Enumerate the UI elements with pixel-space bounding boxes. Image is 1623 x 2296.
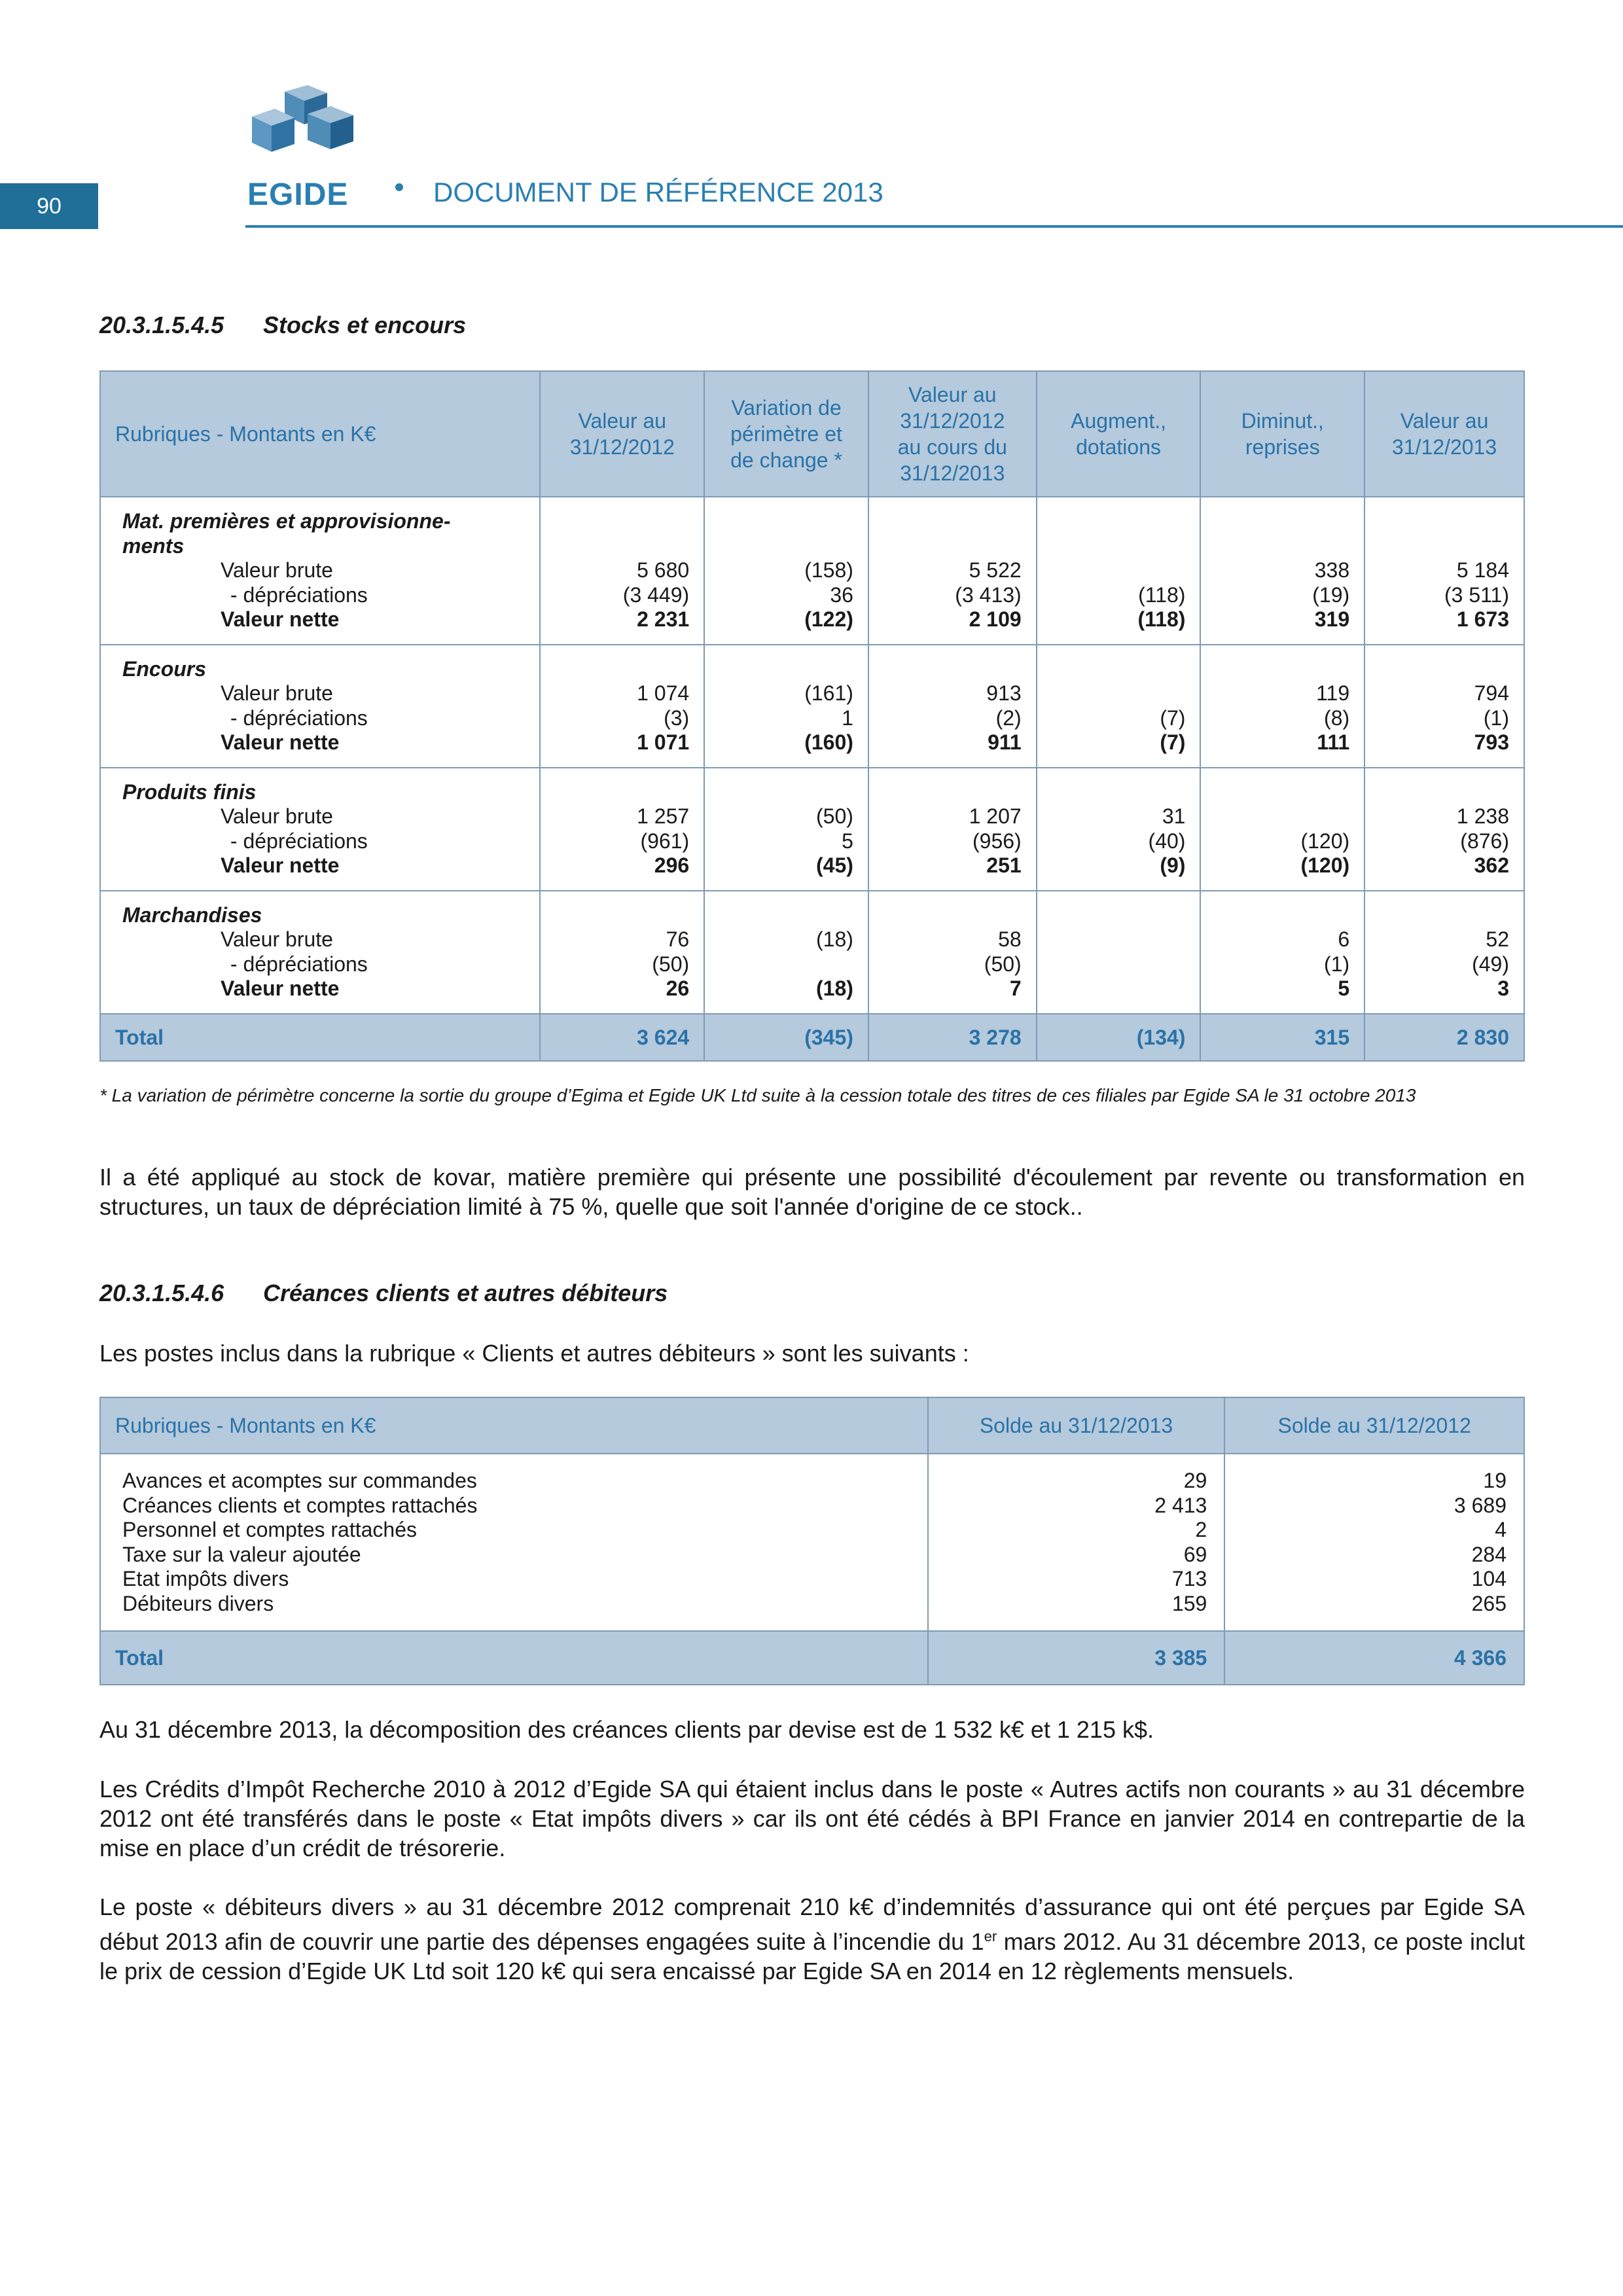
spacer bbox=[541, 509, 689, 534]
value: 159 bbox=[1171, 1591, 1207, 1615]
group-name: Encours bbox=[122, 656, 207, 681]
value bbox=[1201, 804, 1349, 829]
value: 296 bbox=[654, 853, 690, 877]
table-header-row bbox=[100, 371, 1524, 497]
spacer bbox=[1365, 780, 1509, 805]
creances-intro: Les postes inclus dans la rubrique « Clients et autres débiteurs » sont les suivants : bbox=[99, 1340, 969, 1367]
header-line: périmètre et bbox=[730, 422, 842, 446]
value: 5 680 bbox=[637, 558, 690, 582]
spacer bbox=[869, 509, 1022, 534]
value: (3 449) bbox=[622, 583, 690, 607]
row-label: - dépréciations bbox=[224, 583, 368, 607]
value: (161) bbox=[804, 681, 853, 705]
value: 362 bbox=[1474, 853, 1509, 877]
table-header-row bbox=[100, 1397, 1524, 1454]
stock-group-row bbox=[100, 645, 1524, 768]
total-label: Total bbox=[100, 1631, 928, 1685]
creances-table bbox=[99, 1397, 1525, 1685]
value bbox=[705, 952, 853, 977]
header-line: Diminut., bbox=[1241, 409, 1324, 433]
value: (3 511) bbox=[1444, 583, 1509, 607]
section-title: Créances clients et autres débiteurs bbox=[263, 1280, 668, 1306]
value: (3) bbox=[664, 706, 690, 730]
total-value: 3 278 bbox=[868, 1014, 1037, 1061]
superscript: er bbox=[984, 1928, 997, 1945]
stock-group-row bbox=[100, 891, 1524, 1014]
total-value: 2 830 bbox=[1364, 1014, 1524, 1061]
row-labels-cell bbox=[100, 1454, 928, 1631]
value: 1 207 bbox=[969, 804, 1022, 828]
spacer bbox=[869, 534, 1022, 559]
value: 76 bbox=[666, 927, 690, 951]
value: (118) bbox=[1137, 607, 1186, 631]
spacer bbox=[1365, 657, 1509, 682]
value-cell bbox=[704, 768, 868, 891]
column-header: Solde au 31/12/2013 bbox=[928, 1397, 1225, 1454]
value: 1 074 bbox=[637, 681, 690, 705]
value-cell bbox=[1364, 768, 1524, 891]
value: (50) bbox=[816, 804, 853, 828]
value: 338 bbox=[1314, 558, 1350, 582]
header-line: Valeur au bbox=[1400, 409, 1489, 433]
section-number: 20.3.1.5.4.5 bbox=[99, 312, 224, 338]
value-cell bbox=[868, 891, 1037, 1014]
value: 111 bbox=[1317, 730, 1350, 754]
spacer bbox=[1037, 509, 1186, 534]
row-label: Valeur nette bbox=[221, 607, 340, 631]
value-cell bbox=[540, 768, 704, 891]
value-cell bbox=[1037, 768, 1201, 891]
value-cell bbox=[540, 497, 704, 645]
page-number: 90 bbox=[0, 183, 98, 229]
header-line: Variation de bbox=[731, 396, 842, 420]
value-cell bbox=[1200, 645, 1364, 768]
value-cell bbox=[1200, 768, 1364, 891]
spacer bbox=[1201, 534, 1349, 559]
section-number: 20.3.1.5.4.6 bbox=[99, 1280, 224, 1306]
total-value: (134) bbox=[1037, 1014, 1201, 1061]
value: (8) bbox=[1324, 706, 1350, 730]
column-header bbox=[100, 371, 540, 497]
value: (876) bbox=[1460, 829, 1509, 853]
value: 36 bbox=[830, 583, 853, 607]
header-line: 31/12/2012 bbox=[900, 409, 1005, 433]
total-value: 315 bbox=[1200, 1014, 1364, 1061]
value: 119 bbox=[1316, 681, 1350, 705]
value: 5 bbox=[842, 829, 853, 853]
spacer bbox=[869, 903, 1022, 928]
value: (18) bbox=[816, 977, 853, 1000]
paragraph-text: mars 2012. Au 31 décembre 2013, ce poste inclut le prix de cession d’Egide UK Ltd soit 120 k€ qui sera encaissé par Egide SA en 2014 en 12 règlements mensuels. bbox=[99, 1928, 1525, 1984]
value: 1 673 bbox=[1456, 607, 1509, 631]
value-cell bbox=[1364, 497, 1524, 645]
value: 58 bbox=[998, 927, 1022, 951]
spacer bbox=[705, 534, 853, 559]
value-cell bbox=[1200, 497, 1364, 645]
value bbox=[1037, 681, 1186, 706]
row-label: Valeur nette bbox=[221, 977, 340, 1000]
total-row bbox=[100, 1014, 1524, 1061]
value: (18) bbox=[816, 927, 853, 951]
solde-2013-cell bbox=[928, 1454, 1225, 1631]
column-header: Rubriques - Montants en K€ bbox=[100, 1397, 928, 1454]
value: 7 bbox=[1009, 977, 1022, 1000]
value: 6 bbox=[1338, 927, 1350, 951]
value: (49) bbox=[1472, 952, 1509, 976]
spacer bbox=[541, 534, 689, 559]
group-label-cell bbox=[100, 645, 540, 768]
value-cell bbox=[540, 891, 704, 1014]
spacer bbox=[869, 780, 1022, 805]
header-line: dotations bbox=[1076, 435, 1161, 459]
header-line: de change * bbox=[730, 448, 842, 472]
table-row bbox=[100, 1454, 1524, 1631]
solde-2012-cell bbox=[1224, 1454, 1524, 1631]
row-label: Etat impôts divers bbox=[122, 1567, 289, 1590]
logo-wordmark: EGIDE bbox=[247, 177, 349, 212]
total-row bbox=[100, 1631, 1524, 1685]
value-cell bbox=[704, 645, 868, 768]
group-label-cell bbox=[100, 891, 540, 1014]
value: (2) bbox=[995, 706, 1022, 730]
stock-group-row bbox=[100, 497, 1524, 645]
spacer bbox=[1037, 780, 1186, 805]
row-label: Taxe sur la valeur ajoutée bbox=[122, 1542, 361, 1566]
section-heading-creances bbox=[99, 1280, 668, 1307]
value-cell bbox=[540, 645, 704, 768]
header-line: Valeur au bbox=[578, 409, 667, 433]
value: (158) bbox=[804, 558, 853, 582]
value-cell bbox=[1200, 891, 1364, 1014]
value: 713 bbox=[1171, 1567, 1207, 1590]
value: (122) bbox=[804, 607, 853, 631]
header-line: 31/12/2013 bbox=[1391, 435, 1497, 459]
spacer bbox=[1365, 509, 1509, 534]
spacer bbox=[541, 903, 689, 928]
value: 284 bbox=[1471, 1542, 1507, 1566]
column-header bbox=[868, 371, 1037, 497]
value-cell bbox=[868, 497, 1037, 645]
section-heading-stocks bbox=[99, 312, 466, 339]
value: 1 238 bbox=[1456, 804, 1509, 828]
group-name: Produits finis bbox=[122, 780, 257, 804]
value: 3 689 bbox=[1454, 1493, 1507, 1517]
document-title: DOCUMENT DE RÉFÉRENCE 2013 bbox=[433, 177, 883, 207]
value: (1) bbox=[1324, 952, 1350, 976]
header-line: 31/12/2013 bbox=[900, 461, 1005, 485]
column-header bbox=[540, 371, 704, 497]
row-label: Valeur brute bbox=[221, 681, 333, 705]
value: (9) bbox=[1160, 853, 1186, 877]
value bbox=[1037, 977, 1186, 1001]
spacer bbox=[869, 657, 1022, 682]
group-label-cell bbox=[100, 497, 540, 645]
value: 2 bbox=[1195, 1518, 1207, 1541]
value: 19 bbox=[1483, 1469, 1507, 1492]
value bbox=[1037, 558, 1186, 583]
value: (45) bbox=[816, 853, 853, 877]
row-label: Valeur brute bbox=[221, 558, 333, 582]
cir-paragraph: Les Crédits d’Impôt Recherche 2010 à 2012 d’Egide SA qui étaient inclus dans le poste « Autres actifs non courants » au 31 décembre 2012 ont été transférés dans le poste « Etat impôts divers » car ils ont été cédés à BPI France en janvier 2014 en contrepartie de la mise en place d’un crédit de trésorerie. bbox=[99, 1776, 1525, 1861]
value-cell bbox=[868, 645, 1037, 768]
row-label: Valeur brute bbox=[221, 804, 333, 828]
row-label: - dépréciations bbox=[224, 706, 368, 730]
group-name: Marchandises bbox=[122, 903, 262, 927]
value: 69 bbox=[1183, 1542, 1207, 1566]
value: (50) bbox=[984, 952, 1022, 976]
value bbox=[1037, 952, 1186, 977]
value: 913 bbox=[986, 681, 1022, 705]
column-header bbox=[1200, 371, 1364, 497]
devise-paragraph: Au 31 décembre 2013, la décomposition des créances clients par devise est de 1 532 k€ et 1 215 k$. bbox=[99, 1716, 1154, 1743]
value: 5 522 bbox=[969, 558, 1022, 582]
stocks-table bbox=[99, 370, 1525, 1062]
group-name: ments bbox=[122, 533, 185, 558]
value: 5 184 bbox=[1456, 558, 1509, 582]
group-label-cell bbox=[100, 768, 540, 891]
header-rule bbox=[245, 225, 1623, 228]
spacer bbox=[541, 657, 689, 682]
value-cell bbox=[704, 497, 868, 645]
spacer bbox=[705, 657, 853, 682]
column-header: Solde au 31/12/2012 bbox=[1224, 1397, 1524, 1454]
row-label: Personnel et comptes rattachés bbox=[122, 1518, 418, 1541]
spacer bbox=[1037, 534, 1186, 559]
total-value: 3 624 bbox=[540, 1014, 704, 1061]
group-name: Mat. premières et approvisionne- bbox=[122, 509, 451, 533]
value: (3 413) bbox=[955, 583, 1022, 607]
row-label: - dépréciations bbox=[224, 829, 368, 853]
value: (1) bbox=[1483, 706, 1509, 730]
value bbox=[1037, 927, 1186, 952]
spacer bbox=[705, 509, 853, 534]
spacer bbox=[1201, 657, 1349, 682]
row-label: Débiteurs divers bbox=[122, 1591, 274, 1615]
value: 4 bbox=[1495, 1518, 1507, 1541]
spacer bbox=[705, 780, 853, 805]
total-value: 3 385 bbox=[928, 1631, 1225, 1685]
spacer bbox=[541, 780, 689, 805]
value: (19) bbox=[1312, 583, 1350, 607]
value: 319 bbox=[1314, 607, 1350, 631]
header-line: Rubriques - Montants en K€ bbox=[115, 422, 376, 446]
column-header bbox=[1037, 371, 1201, 497]
value: 52 bbox=[1486, 927, 1509, 951]
value-cell bbox=[704, 891, 868, 1014]
value-cell bbox=[1037, 891, 1201, 1014]
spacer bbox=[1365, 903, 1509, 928]
value: 31 bbox=[1162, 804, 1186, 828]
column-header bbox=[704, 371, 868, 497]
header-line: 31/12/2012 bbox=[569, 435, 675, 459]
spacer bbox=[705, 903, 853, 928]
value: 265 bbox=[1471, 1591, 1507, 1615]
value: (961) bbox=[640, 829, 690, 853]
total-value: 4 366 bbox=[1224, 1631, 1524, 1685]
value: (7) bbox=[1160, 730, 1186, 754]
section-title: Stocks et encours bbox=[263, 312, 467, 338]
debiteurs-paragraph bbox=[99, 1892, 1525, 1986]
row-label: Créances clients et comptes rattachés bbox=[122, 1493, 478, 1517]
value: 3 bbox=[1497, 977, 1509, 1000]
row-label: Valeur nette bbox=[221, 730, 340, 754]
value: 2 109 bbox=[969, 607, 1022, 631]
total-value: (345) bbox=[704, 1014, 868, 1061]
header-line: au cours du bbox=[897, 435, 1007, 459]
value: 911 bbox=[988, 730, 1022, 754]
value: 5 bbox=[1338, 977, 1350, 1000]
value: (118) bbox=[1138, 583, 1186, 607]
spacer bbox=[1201, 509, 1349, 534]
value: 1 071 bbox=[637, 730, 690, 754]
value: 29 bbox=[1183, 1469, 1207, 1492]
value: 1 257 bbox=[637, 804, 690, 828]
value: (160) bbox=[804, 730, 853, 754]
value: 251 bbox=[986, 853, 1022, 877]
row-label: - dépréciations bbox=[224, 952, 368, 976]
value: 2 413 bbox=[1154, 1493, 1207, 1517]
value: 104 bbox=[1471, 1567, 1507, 1590]
spacer bbox=[1201, 903, 1349, 928]
spacer bbox=[1037, 657, 1186, 682]
column-header bbox=[1364, 371, 1524, 497]
value: 2 231 bbox=[637, 607, 690, 631]
spacer bbox=[1201, 780, 1349, 805]
kovar-paragraph: Il a été appliqué au stock de kovar, matière première qui présente une possibilité d'écoulement par revente ou transformation en structures, un taux de dépréciation limité à 75 %, quelle que soit l'année d'origine de ce stock.. bbox=[99, 1164, 1525, 1220]
total-label: Total bbox=[100, 1014, 540, 1061]
value: (40) bbox=[1148, 829, 1186, 853]
spacer bbox=[1037, 903, 1186, 928]
value: (120) bbox=[1300, 829, 1350, 853]
value: 793 bbox=[1474, 730, 1509, 754]
value: (956) bbox=[972, 829, 1022, 853]
value-cell bbox=[868, 768, 1037, 891]
header-line: Valeur au bbox=[908, 383, 997, 406]
value: (7) bbox=[1160, 706, 1186, 730]
value-cell bbox=[1364, 891, 1524, 1014]
value: 26 bbox=[666, 977, 690, 1000]
spacer bbox=[1365, 534, 1509, 559]
footnote: * La variation de périmètre concerne la sortie du groupe d’Egima et Egide UK Ltd suite à la cession totale des titres de ces filiales par Egide SA le 31 octobre 2013 bbox=[99, 1085, 1416, 1105]
header-line: reprises bbox=[1245, 435, 1320, 459]
paragraph-text: Le poste « débiteurs divers » au 31 décembre 2012 comprenait 210 k€ d’indemnités d’assurance qui ont été perçues par Egide SA début 2013 afin de couvrir une partie des dépenses engagées suite à l’incendie du 1 bbox=[99, 1893, 1525, 1955]
value: 1 bbox=[842, 706, 853, 730]
value: (50) bbox=[652, 952, 690, 976]
value-cell bbox=[1037, 645, 1201, 768]
row-label: Valeur nette bbox=[221, 853, 340, 877]
value-cell bbox=[1037, 497, 1201, 645]
row-label: Avances et acomptes sur commandes bbox=[122, 1469, 477, 1492]
header-line: Augment., bbox=[1071, 409, 1166, 433]
value: (120) bbox=[1300, 853, 1350, 877]
value-cell bbox=[1364, 645, 1524, 768]
header-bullet bbox=[395, 183, 403, 191]
stock-group-row bbox=[100, 768, 1524, 891]
row-label: Valeur brute bbox=[221, 927, 333, 951]
value: 794 bbox=[1474, 681, 1509, 705]
